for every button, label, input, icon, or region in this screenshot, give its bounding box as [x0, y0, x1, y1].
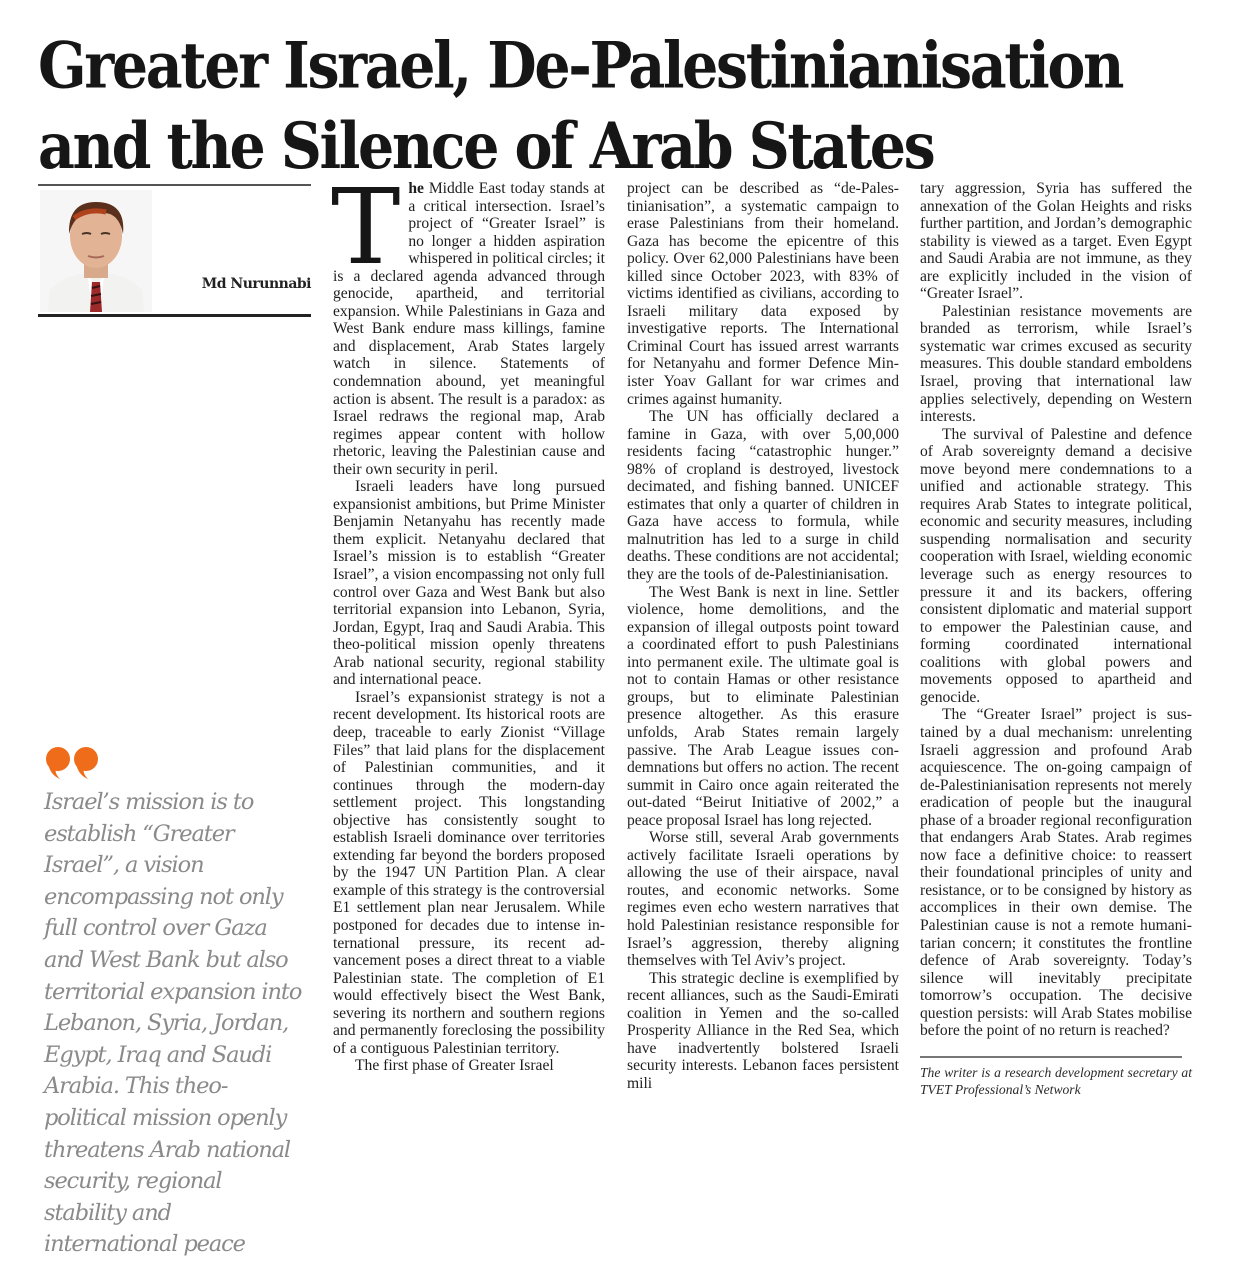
article-paragraph: This strategic decline is exemplified by recent alliances, such as the Saudi-Emirati coalition in Yemen and the so-called Prosperity Alliance in the Red Sea, which have inadvertently bolstered Israeli security interests. Lebanon faces persistent mili — [627, 969, 899, 1092]
article-paragraph: tary aggression, Syria has suffered the annexation of the Golan Heights and risks further partition, and Jordan’s demographic stability is viewed as a target. Even Egypt and Saudi Arabia are not immune, as they are explicitly included in the vision of “Greater Israel”. — [920, 180, 1192, 303]
article-column-3 — [920, 180, 1192, 1098]
article-column-1 — [331, 166, 605, 1075]
article-paragraph: The West Bank is next in line. Settler violence, home demolitions, and the expansion of illegal outposts point toward a coordinated effort to push Palestinians into permanent exile. The ultimate goal is not to contain Hamas or other resistance groups, but to eliminate Palestinian presence altogether. As this erasure unfolds, Arab States remain largely passive. The Arab League issues condemnations but offers no action. The recent summit in Cairo once again reiterated the out-dated “Beirut Initiative of 2002,” a peace proposal Israel has long rejected. — [627, 583, 899, 829]
headline — [38, 26, 1218, 187]
article-column-2 — [627, 180, 899, 1092]
article-paragraph: Israeli leaders have long pursued expansionist ambitions, but Prime Minister Benjamin Netanyahu has recently made them explicit. Netanyahu declared that Israel’s mission is to establish “Greater Israel”, a vision encompassing not only full control over Gaza and West Bank but also territorial expansion into Lebanon, Syria, Jordan, Egypt, Iraq and Saudi Arabia. This theo-political mission openly threatens Arab national security, regional stability and international peace. — [333, 478, 605, 689]
bio-divider — [920, 1056, 1182, 1058]
author-photo — [40, 190, 152, 312]
drop-cap: T — [331, 166, 401, 288]
article-paragraph: The first phase of Greater Israel — [355, 1057, 554, 1075]
article-paragraph: project can be described as “de-Palestinianisation”, a systematic campaign to erase Palestinians from their homeland. Gaza has become the epicentre of this policy. Over 62,000 Palestinians have been killed since October 2023, with 83% of victims identified as civilians, according to Israeli military data exposed by investigative reports. The International Criminal Court has issued arrest warrants for Netanyahu and former Defence Minister Yoav Gallant for war crimes and crimes against humanity. — [627, 180, 899, 408]
headline-line-2: and the Silence of Arab States — [38, 108, 934, 184]
quotation-mark-icon — [44, 745, 104, 781]
author-bottom-rule — [38, 314, 311, 317]
article-paragraph: The UN has officially declared a famine in Gaza, with over 5,00,000 residents facing “catastrophic hunger.” 98% of cropland is destroyed, livestock decimated, and fishing banned. UNICEF estimates that only a quarter of children in Gaza have access to formula, while malnutrition has led to a surge in child deaths. These conditions are not accidental; they are the tools of de-Palestinianisation. — [627, 408, 899, 584]
drop-cap-continuation: he — [408, 180, 424, 197]
headline-line-1: Greater Israel, De-Palestinianisation — [38, 28, 1123, 104]
paragraph-text: Middle East today stands at a critical intersection. Israel’s project of “Greater Israel” is no longer a hidden aspiration whispered in political circles; it is a declared agenda advanced through genocide, apartheid, and territorial expansion. While Palestinians in Gaza and West Bank endure mass killings, famine and displacement, Arab States largely watch in silence. Statements of condemnation abound, yet meaningful action is absent. The result is a paradox: as Israel redraws the regional map, Arab regimes appear content with hollow rhetoric, leaving the Palestinian cause and their own security in peril. — [333, 180, 605, 478]
pullquote — [44, 745, 304, 1261]
author-top-rule — [38, 184, 311, 186]
article-paragraph — [331, 166, 605, 478]
author-portrait-icon — [40, 190, 152, 312]
article-paragraph: Israel’s expansionist strategy is not a recent development. Its historical roots are deep, traceable to early Zionist “Village Files” that laid plans for the displacement of Palestinian communities, and it continues through the modern-day settlement project. This longstanding objective has consistently sought to establish Israeli dominance over territories extending far beyond the borders proposed by the 1947 UN Partition Plan. A clear example of this strategy is the controversial E1 settlement plan near Jerusalem. While postponed for decades due to intense international pressure, its recent advancement poses a direct threat to a viable Palestinian state. The completion of E1 would effectively bisect the West Bank, severing its northern and southern regions and permanently foreclosing the possibility of a contiguous Palestinian territory. — [333, 688, 605, 1057]
article-paragraph: Worse still, several Arab governments actively facilitate Israeli operations by allowing the use of their airspace, naval routes, and economic networks. Some regimes even echo western narratives that hold Palestinian resistance responsible for Israel’s aggression, thereby aligning themselves with Tel Aviv’s project. — [627, 829, 899, 970]
article-paragraph: The survival of Palestine and defence of Arab sovereignty demand a decisive move beyond mere condemnations to a unified and actionable strategy. This requires Arab States to integrate political, economic and security measures, including suspending normalisation and security cooperation with Israel, wielding economic leverage such as energy resources to pressure it and its backers, offering consistent diplomatic and material support to empower the Palestinian cause, and forming coordinated international coalitions with global powers and movements opposed to apartheid and genocide. — [920, 425, 1192, 706]
author-bio: The writer is a research development secretary at TVET Professional’s Network — [920, 1064, 1192, 1097]
author-name: Md Nurunnabi — [201, 276, 311, 292]
pullquote-text: Israel’s mission is to establish “Greater Israel”, a vision encompassing not only full control over Gaza and West Bank but also territorial expansion into Lebanon, Syria, Jordan, Egypt, Iraq and Saudi Arabia. This theo-political mission openly threatens Arab national security, regional stability and international peace — [44, 789, 302, 1258]
author-box — [38, 184, 311, 318]
article-paragraph: Palestinian resistance movements are branded as terrorism, while Israel’s systematic war crimes excused as security measures. This double standard emboldens Israel, proving that international law applies selectively, depending on Western interests. — [920, 302, 1192, 426]
article-paragraph: The “Greater Israel” project is sustained by a dual mechanism: unrelenting Israeli aggression and profound Arab acquiescence. The on-going campaign of de-Palestinianisation represents not merely eradication of people but the inaugural phase of a broader regional reconfiguration that endangers Arab States. Arab regimes now face a definitive choice: to reassert their foundational principles of unity and resistance, or to be consigned by history as accomplices in their own demise. The Palestinian cause is not a remote humanitarian concern; it constitutes the frontline defence of Arab sovereignty. Today’s silence will inevitably precipitate tomorrow’s occupation. The decisive question persists: will Arab States mobilise before the point of no return is reached? — [920, 706, 1192, 1040]
